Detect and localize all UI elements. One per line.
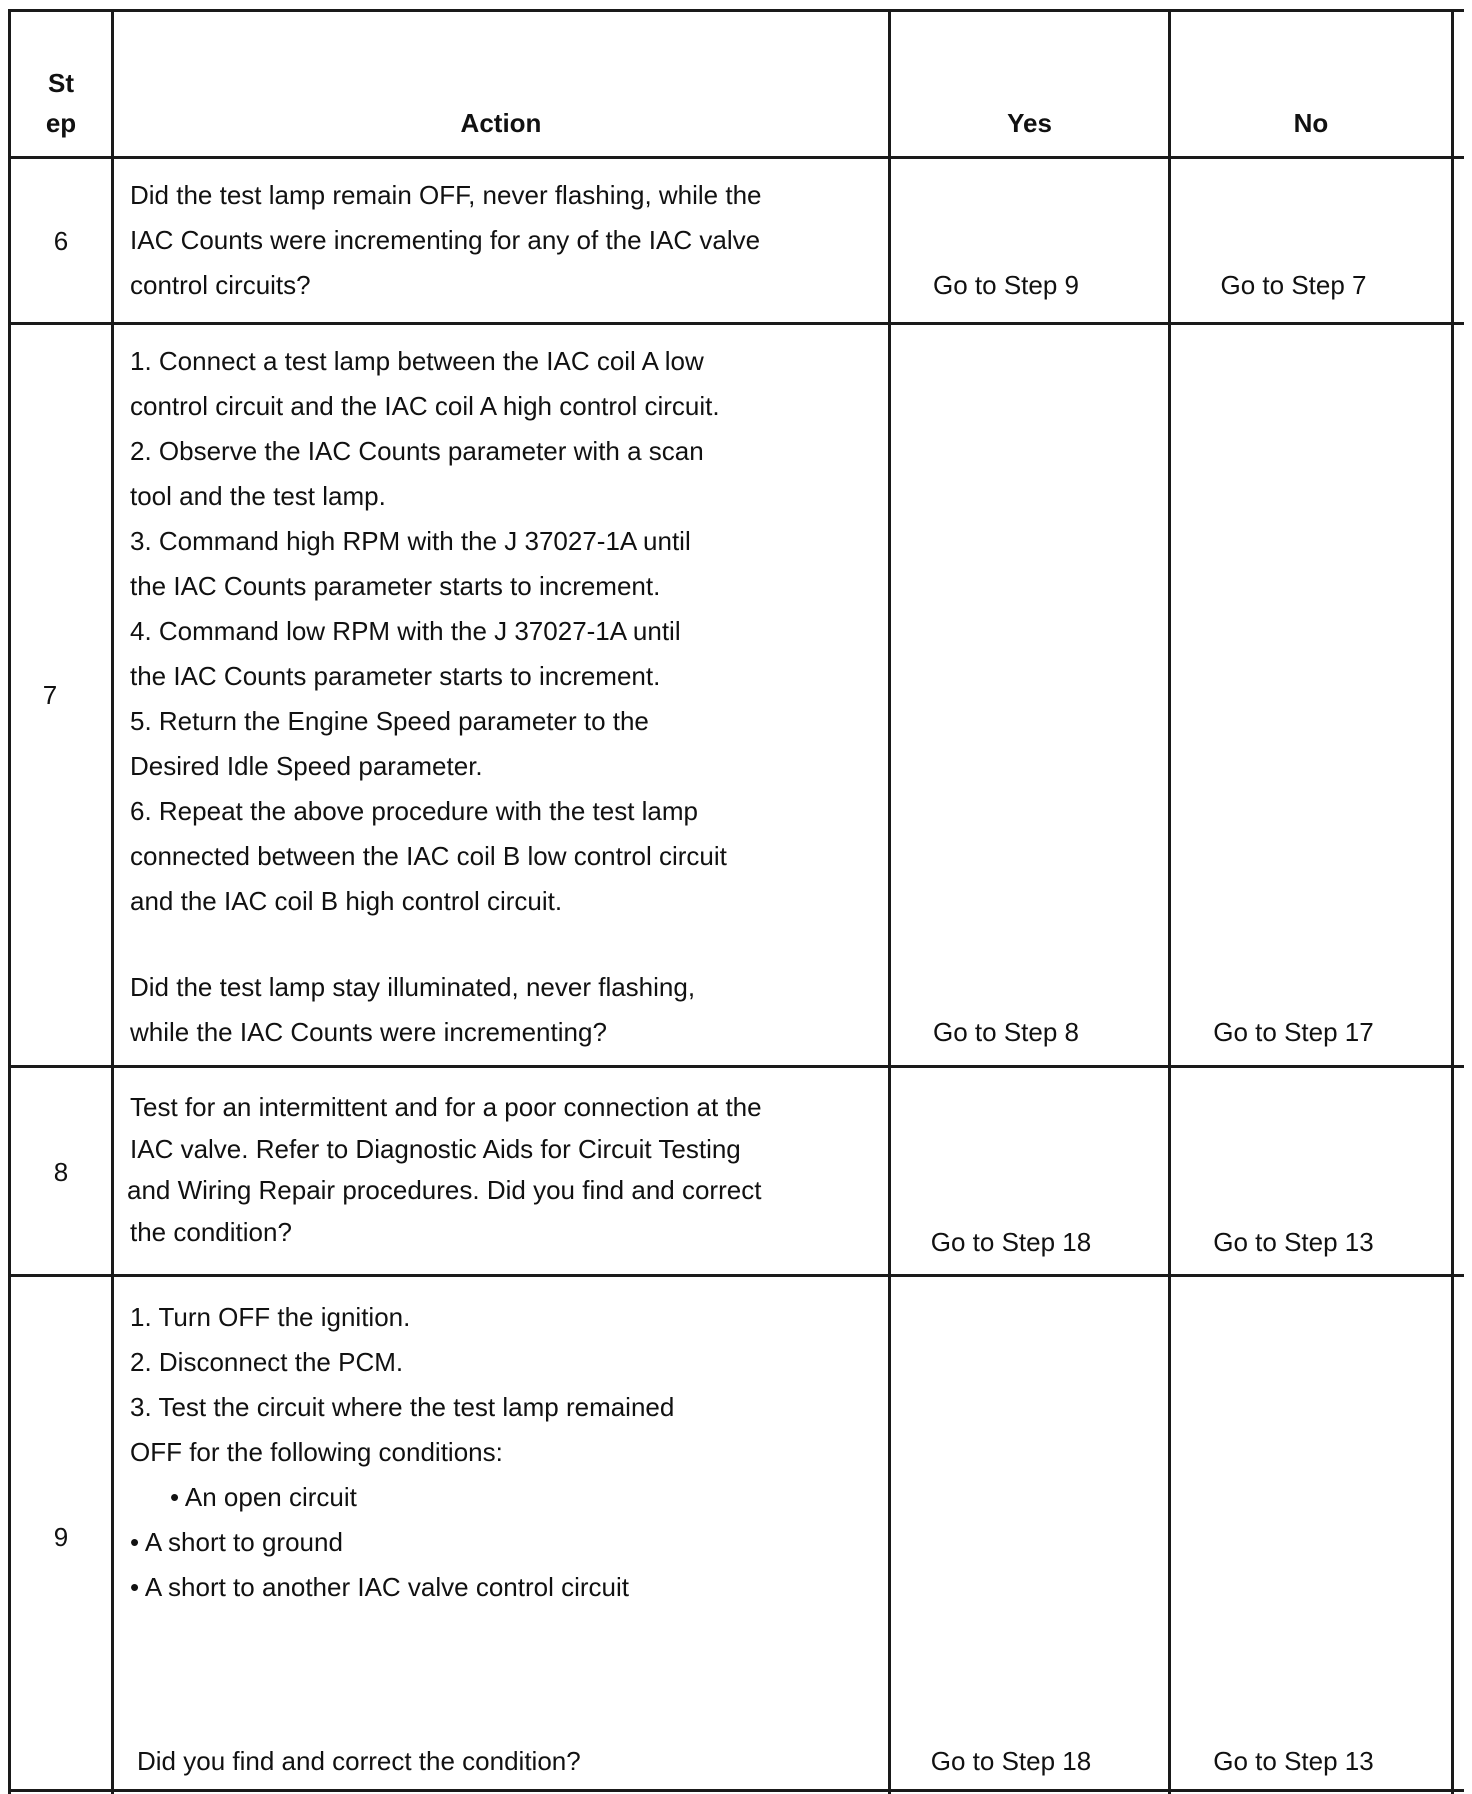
yes-outcome: Go to Step 18 bbox=[930, 1227, 1092, 1257]
action-line: and Wiring Repair procedures. Did you find and correct bbox=[127, 1175, 762, 1205]
header-step-line1: St bbox=[48, 68, 74, 98]
row-divider bbox=[8, 1274, 1464, 1277]
action-line: Did the test lamp remain OFF, never flashing, while the bbox=[130, 180, 762, 210]
step-number: 9 bbox=[53, 1522, 69, 1552]
header-step-label bbox=[11, 68, 111, 138]
action-line: Desired Idle Speed parameter. bbox=[130, 751, 483, 781]
table-border-right bbox=[1451, 9, 1454, 1794]
action-line: 2. Observe the IAC Counts parameter with a scan bbox=[130, 436, 704, 466]
row-divider bbox=[8, 1065, 1464, 1068]
header-action: Action bbox=[460, 108, 542, 138]
action-line: IAC Counts were incrementing for any of the IAC valve bbox=[130, 225, 761, 255]
header-step-line2: ep bbox=[45, 108, 77, 138]
action-line: control circuits? bbox=[130, 270, 311, 300]
action-line: 2. Disconnect the PCM. bbox=[130, 1347, 404, 1377]
action-line: IAC valve. Refer to Diagnostic Aids for Circuit Testing bbox=[130, 1134, 741, 1164]
step-number: 8 bbox=[53, 1157, 69, 1187]
step-number: 7 bbox=[42, 680, 58, 710]
action-line: • A short to another IAC valve control circuit bbox=[130, 1572, 630, 1602]
action-line: Did you find and correct the condition? bbox=[137, 1746, 581, 1776]
action-line: the IAC Counts parameter starts to increment. bbox=[130, 661, 661, 691]
row-divider bbox=[8, 322, 1464, 325]
step-number: 6 bbox=[53, 226, 69, 256]
action-line: Test for an intermittent and for a poor connection at the bbox=[130, 1092, 762, 1122]
no-outcome: Go to Step 7 bbox=[1220, 270, 1367, 300]
action-line: control circuit and the IAC coil A high control circuit. bbox=[130, 391, 720, 421]
action-line: connected between the IAC coil B low control circuit bbox=[130, 841, 727, 871]
action-line: the condition? bbox=[130, 1217, 292, 1247]
column-divider bbox=[111, 9, 114, 1794]
action-line: the IAC Counts parameter starts to increment. bbox=[130, 571, 661, 601]
yes-outcome: Go to Step 18 bbox=[930, 1746, 1092, 1776]
action-line: while the IAC Counts were incrementing? bbox=[130, 1017, 607, 1047]
yes-outcome: Go to Step 8 bbox=[933, 1017, 1079, 1047]
action-line: 1. Connect a test lamp between the IAC coil A low bbox=[130, 346, 704, 376]
action-line: • An open circuit bbox=[170, 1482, 357, 1512]
no-outcome: Go to Step 17 bbox=[1213, 1017, 1374, 1047]
action-line: OFF for the following conditions: bbox=[130, 1437, 503, 1467]
header-no: No bbox=[1293, 108, 1329, 138]
action-line: and the IAC coil B high control circuit. bbox=[130, 886, 563, 916]
no-outcome: Go to Step 13 bbox=[1213, 1227, 1374, 1257]
header-divider bbox=[8, 156, 1464, 159]
action-line: Did the test lamp stay illuminated, never flashing, bbox=[130, 972, 696, 1002]
table-border-top bbox=[8, 9, 1464, 12]
row-divider bbox=[8, 1789, 1464, 1792]
action-line: 3. Command high RPM with the J 37027-1A until bbox=[130, 526, 691, 556]
action-line: • A short to ground bbox=[130, 1527, 343, 1557]
action-line: 3. Test the circuit where the test lamp remained bbox=[130, 1392, 675, 1422]
action-line: tool and the test lamp. bbox=[130, 481, 386, 511]
yes-outcome: Go to Step 9 bbox=[933, 270, 1079, 300]
action-line: 6. Repeat the above procedure with the test lamp bbox=[130, 796, 699, 826]
header-yes: Yes bbox=[1007, 108, 1052, 138]
action-line: 1. Turn OFF the ignition. bbox=[130, 1302, 411, 1332]
action-line: 5. Return the Engine Speed parameter to the bbox=[130, 706, 649, 736]
no-outcome: Go to Step 13 bbox=[1213, 1746, 1374, 1776]
action-line: 4. Command low RPM with the J 37027-1A until bbox=[130, 616, 681, 646]
